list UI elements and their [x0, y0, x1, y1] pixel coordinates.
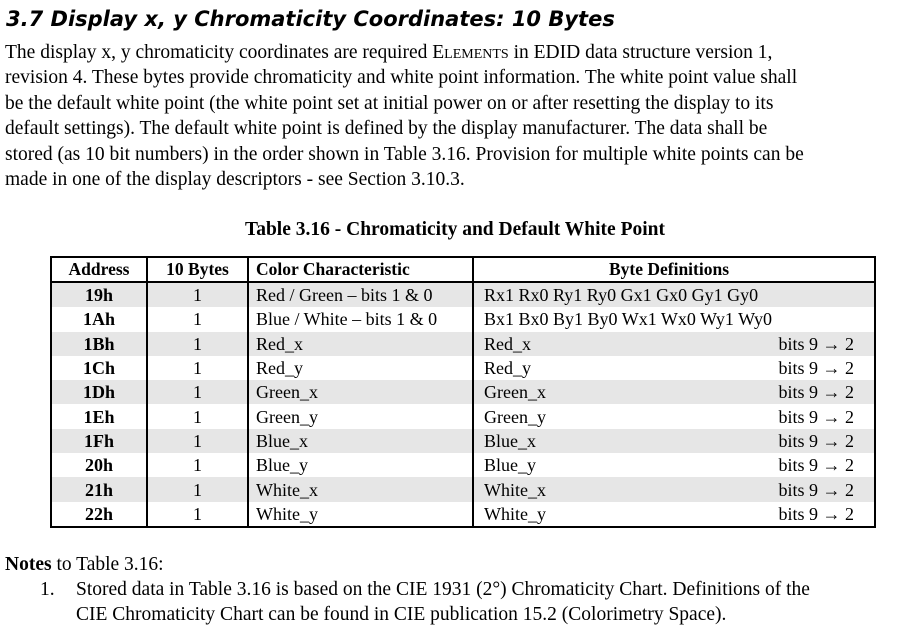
note-text	[76, 577, 906, 627]
cell-bytes: 1	[147, 356, 248, 380]
cell-byte-definition	[473, 502, 875, 527]
cell-byte-definition	[473, 332, 875, 356]
cell-color-characteristic: Green_x	[248, 380, 473, 404]
cell-color-characteristic: Blue / White – bits 1 & 0	[248, 307, 473, 331]
elements-term: Elements	[432, 42, 509, 63]
cell-address: 20h	[51, 453, 147, 477]
cell-byte-definition	[473, 282, 875, 307]
note-line: Stored data in Table 3.16 is based on the CIE 1931 (2°) Chromaticity Chart. Definitions of the	[76, 579, 810, 600]
intro-paragraph	[5, 40, 909, 192]
paragraph-line: default settings). The default white point is defined by the display manufacturer. The data shall be	[5, 118, 768, 140]
byte-definition-text: Green_x	[484, 382, 546, 403]
note-line: CIE Chromaticity Chart can be found in CIE publication 15.2 (Colorimetry Space).	[76, 604, 727, 625]
cell-address: 1Ch	[51, 356, 147, 380]
header-bytes: 10 Bytes	[147, 257, 248, 282]
cell-color-characteristic: Blue_y	[248, 453, 473, 477]
bit-range-text: bits 9 → 2	[778, 503, 854, 524]
cell-color-characteristic: Red_x	[248, 332, 473, 356]
notes-label: Notes	[5, 554, 52, 575]
byte-definition-text: Bx1 Bx0 By1 By0 Wx1 Wx0 Wy1 Wy0	[484, 309, 773, 330]
notes-title-rest: to Table 3.16:	[51, 554, 164, 575]
cell-color-characteristic: Green_y	[248, 404, 473, 428]
cell-bytes: 1	[147, 429, 248, 453]
cell-bytes: 1	[147, 453, 248, 477]
cell-color-characteristic: White_y	[248, 502, 473, 527]
table-row	[51, 453, 875, 477]
cell-bytes: 1	[147, 332, 248, 356]
cell-byte-definition	[473, 356, 875, 380]
header-color-characteristic: Color Characteristic	[248, 257, 473, 282]
cell-bytes: 1	[147, 502, 248, 527]
cell-byte-definition	[473, 429, 875, 453]
cell-byte-definition	[473, 307, 875, 331]
bit-range-text: bits 9 → 2	[778, 333, 854, 354]
table-row	[51, 282, 875, 307]
paragraph-line: revision 4. These bytes provide chromaticity and white point information. The white point value shall	[5, 67, 798, 89]
cell-address: 1Bh	[51, 332, 147, 356]
table-row	[51, 307, 875, 331]
table-row	[51, 404, 875, 428]
cell-address: 1Eh	[51, 404, 147, 428]
table-row	[51, 477, 875, 501]
paragraph-line: made in one of the display descriptors - see Section 3.10.3.	[5, 169, 465, 191]
cell-color-characteristic: Red / Green – bits 1 & 0	[248, 282, 473, 307]
paragraph-line: stored (as 10 bit numbers) in the order shown in Table 3.16. Provision for multiple white points can be	[5, 143, 804, 165]
table-row	[51, 502, 875, 527]
bit-range-text: bits 9 → 2	[778, 382, 854, 403]
cell-color-characteristic: Blue_x	[248, 429, 473, 453]
cell-byte-definition	[473, 404, 875, 428]
cell-address: 19h	[51, 282, 147, 307]
notes-title	[5, 552, 164, 577]
cell-byte-definition	[473, 477, 875, 501]
byte-definition-text: Red_x	[484, 333, 531, 354]
cell-byte-definition	[473, 453, 875, 477]
table-caption: Table 3.16 - Chromaticity and Default White Point	[245, 219, 665, 240]
cell-bytes: 1	[147, 404, 248, 428]
bit-range-text: bits 9 → 2	[778, 455, 854, 476]
byte-definition-text: White_y	[484, 503, 546, 524]
cell-address: 21h	[51, 477, 147, 501]
bit-range-text: bits 9 → 2	[778, 479, 854, 500]
paragraph-line	[5, 40, 909, 65]
table-row	[51, 332, 875, 356]
cell-bytes: 1	[147, 307, 248, 331]
table-row	[51, 356, 875, 380]
table-row	[51, 429, 875, 453]
cell-bytes: 1	[147, 380, 248, 404]
cell-byte-definition	[473, 380, 875, 404]
byte-definition-text: Green_y	[484, 406, 546, 427]
note-number: 1.	[40, 579, 55, 600]
cell-color-characteristic: Red_y	[248, 356, 473, 380]
table-row	[51, 380, 875, 404]
cell-address: 1Fh	[51, 429, 147, 453]
byte-definition-text: Red_y	[484, 358, 531, 379]
table-header-row	[51, 257, 875, 282]
byte-definition-text: Rx1 Rx0 Ry1 Ry0 Gx1 Gx0 Gy1 Gy0	[484, 285, 759, 306]
byte-definition-text: Blue_x	[484, 430, 536, 451]
paragraph-text: in EDID data structure version 1,	[508, 42, 773, 63]
section-heading: 3.7 Display x, y Chromaticity Coordinates: 10 Bytes	[6, 7, 615, 31]
cell-bytes: 1	[147, 282, 248, 307]
header-address: Address	[51, 257, 147, 282]
cell-color-characteristic: White_x	[248, 477, 473, 501]
paragraph-text: The display x, y chromaticity coordinates are required	[5, 42, 433, 63]
cell-address: 1Dh	[51, 380, 147, 404]
cell-address: 1Ah	[51, 307, 147, 331]
byte-definition-text: White_x	[484, 479, 546, 500]
bit-range-text: bits 9 → 2	[778, 358, 854, 379]
cell-bytes: 1	[147, 477, 248, 501]
cell-address: 22h	[51, 502, 147, 527]
paragraph-line: be the default white point (the white point set at initial power on or after resetting the display to its	[5, 92, 774, 114]
bit-range-text: bits 9 → 2	[778, 406, 854, 427]
byte-definition-text: Blue_y	[484, 455, 536, 476]
chromaticity-table	[50, 256, 876, 528]
bit-range-text: bits 9 → 2	[778, 430, 854, 451]
header-byte-definitions: Byte Definitions	[473, 257, 875, 282]
